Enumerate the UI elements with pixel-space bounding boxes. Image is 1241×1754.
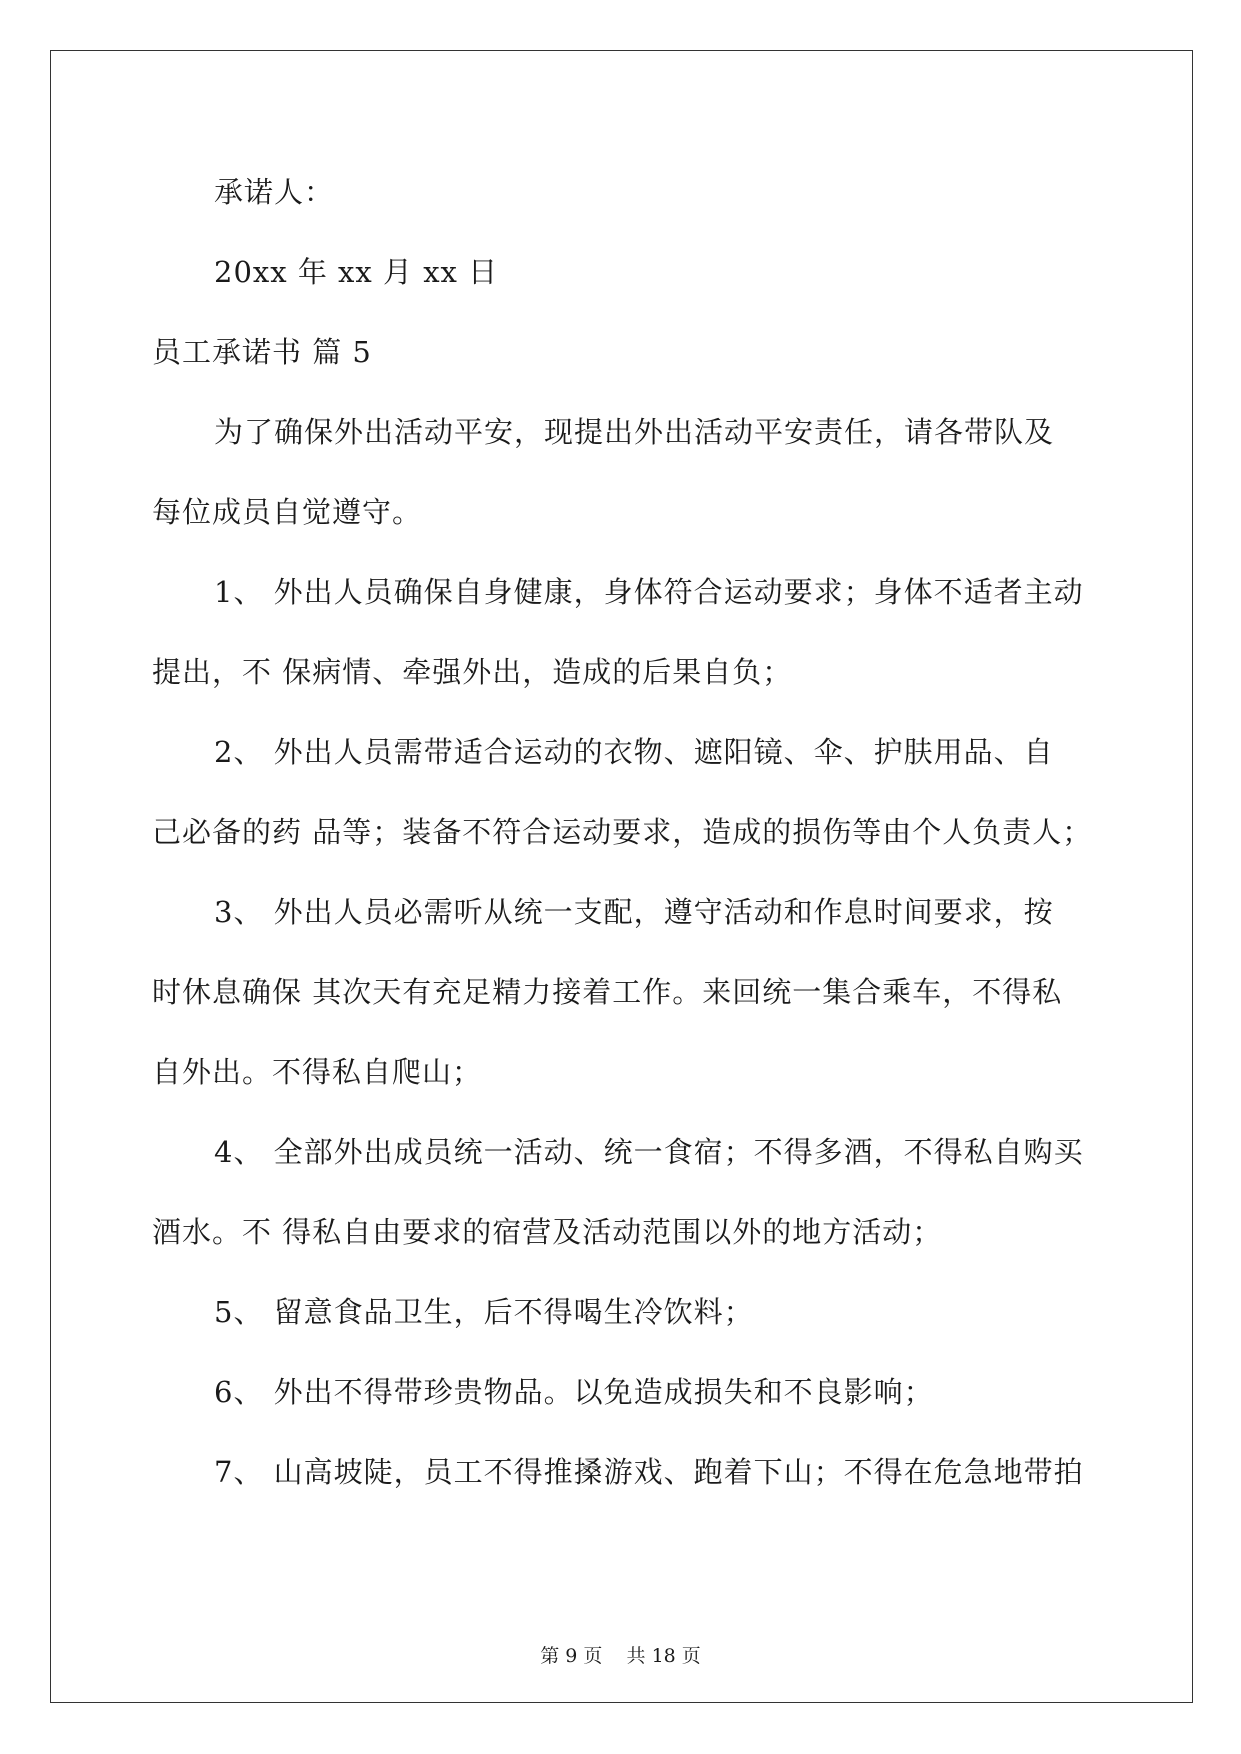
item-2-line-1: 2、 外出人员需带适合运动的衣物、遮阳镜、伞、护肤用品、自	[214, 735, 1054, 769]
intro-line-2: 每位成员自觉遵守。	[152, 495, 423, 529]
page-number-footer: 第 9 页 共 18 页	[540, 1645, 701, 1667]
item-6-line-1: 6、 外出不得带珍贵物品。以免造成损失和不良影响；	[214, 1375, 934, 1409]
date-line: 20xx 年 xx 月 xx 日	[214, 255, 499, 289]
signatory-line: 承诺人：	[214, 175, 335, 209]
item-5-line-1: 5、 留意食品卫生，后不得喝生冷饮料；	[214, 1295, 754, 1329]
item-7-line-1: 7、 山高坡陡，员工不得推搡游戏、跑着下山；不得在危急地带拍	[214, 1455, 1084, 1489]
item-3-line-3: 自外出。不得私自爬山；	[152, 1055, 483, 1089]
item-1-line-2: 提出，不 保病情、牵强外出，造成的后果自负；	[152, 655, 793, 689]
item-1-line-1: 1、 外出人员确保自身健康，身体符合运动要求；身体不适者主动	[214, 575, 1084, 609]
item-3-line-2: 时休息确保 其次天有充足精力接着工作。来回统一集合乘车，不得私	[152, 975, 1063, 1009]
item-2-line-2: 己必备的药 品等；装备不符合运动要求，造成的损伤等由个人负责人；	[152, 815, 1093, 849]
section-heading: 员工承诺书 篇 5	[152, 335, 372, 369]
item-3-line-1: 3、 外出人员必需听从统一支配，遵守活动和作息时间要求，按	[214, 895, 1054, 929]
intro-line-1: 为了确保外出活动平安，现提出外出活动平安责任，请各带队及	[214, 415, 1055, 449]
item-4-line-2: 酒水。不 得私自由要求的宿营及活动范围以外的地方活动；	[152, 1215, 943, 1249]
item-4-line-1: 4、 全部外出成员统一活动、统一食宿；不得多酒，不得私自购买	[214, 1135, 1084, 1169]
